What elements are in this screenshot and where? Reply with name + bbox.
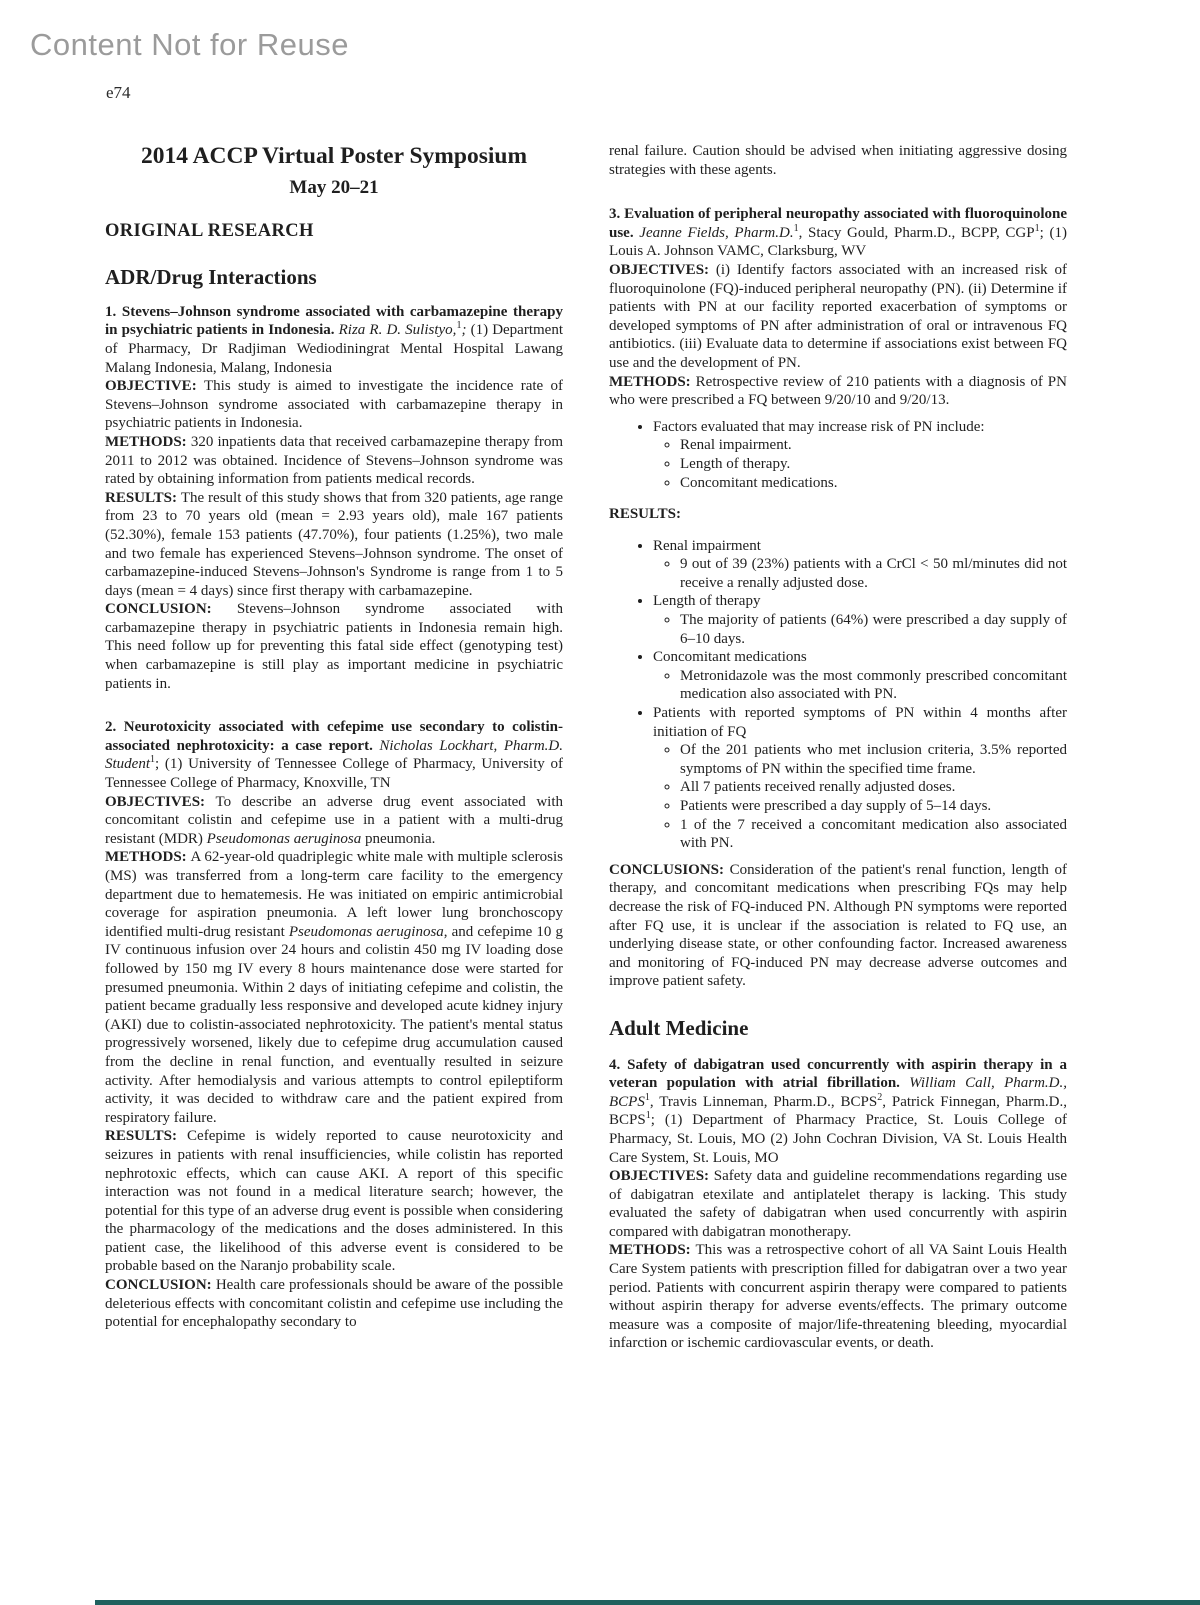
text-segment: OBJECTIVES: (609, 1168, 714, 1185)
text-segment: 2 (877, 1091, 883, 1103)
text-segment: 3. Evaluation of peripheral neuropathy associated with fluoroquinolone use. (609, 206, 1067, 241)
sub-bullet-item: ◦ Metronidazole was the most commonly prescribed concomitant medication also associated with PN. (680, 667, 1067, 704)
sub-bullet-item: ◦ 9 out of 39 (23%) patients with a CrCl < 50 ml/minutes did not receive a renally adjusted dose. (680, 555, 1067, 592)
text-segment: CONCLUSION: (105, 601, 237, 618)
text-segment: OBJECTIVES: (105, 793, 216, 810)
symposium-title: 2014 ACCP Virtual Poster Symposium (140, 143, 528, 169)
sub-bullet-list (653, 741, 1067, 853)
text-segment: Jeanne Fields, Pharm.D. (639, 224, 794, 241)
symposium-dates: May 20–21 (289, 177, 379, 198)
abstract-3-objectives (609, 261, 1067, 373)
text-segment: Cefepime is widely reported to cause neurotoxicity and seizures in patients with renal insufficiencies, while colistin has reported nephrotoxic effects, which can cause AKI. A report of this specific interaction was not found in a medical literature search; however, the potential for this type of an adverse drug event is possible when considering the pharmacology of the medications and the doses administered. In this patient case, the likelihood of this adverse event is considered to be probable based on the Naranjo probability scale. (105, 1128, 564, 1275)
bullet-item: • Concomitant medications ◦ Metronidazole was the most commonly prescribed concomitant medication also associated with PN. (653, 648, 1067, 704)
abstract-2 (105, 718, 563, 1332)
abstract-2-conclusion (105, 1276, 563, 1332)
text-segment: ; (1) Department of Pharmacy Practice, St. Louis College of Pharmacy, St. Louis, MO (2) John Cochran Division, VA St. Louis Health Care System, St. Louis, MO (609, 1112, 1067, 1166)
abstract-1 (105, 303, 563, 693)
abstract-2-methods (105, 848, 563, 1127)
text-segment: renal failure. Caution should be advised when initiating aggressive dosing strategies with these agents. (609, 143, 1067, 178)
text-segment: Safety data and guideline recommendations regarding use of dabigatran etexilate and antiplatelet therapy is lacking. This study evaluated the safety of dabigatran when used concurrently with aspirin compared with dabigatran monotherapy. (609, 1168, 1067, 1240)
text-segment: This was a retrospective cohort of all VA Saint Louis Health Care System patients with prescription filled for dabigatran over a two year period. Patients with concurrent aspirin therapy were compared to patients without aspirin therapy for adverse events/effects. The primary outcome measure was a composite of major/life-threatening bleeding, myocardial infarction or ischemic cardiovascular events, or death. (609, 1242, 1067, 1352)
abstract-1-heading (105, 303, 563, 377)
text-segment: METHODS: (105, 433, 191, 450)
text-segment: (1) Department of Pharmacy, Dr Radjiman Wediodiningrat Mental Hospital Lawang Malang Indonesia, Malang, Indonesia (105, 322, 563, 376)
left-column (105, 142, 563, 1353)
sub-bullet-item: ◦ 1 of the 7 received a concomitant medication also associated with PN. (680, 816, 1067, 853)
abstract-1-objective (105, 377, 563, 433)
sub-bullet-item: ◦ All 7 patients received renally adjusted doses. (680, 778, 1067, 797)
sub-bullet-list (653, 555, 1067, 592)
text-segment: 4. Safety of dabigatran used concurrently with aspirin therapy in a veteran population with atrial fibrillation. (609, 1056, 1067, 1092)
text-segment: 1. Stevens–Johnson syndrome associated with carbamazepine therapy in psychiatric patients in Indonesia. (105, 303, 563, 339)
abstract-3 (609, 205, 1067, 991)
abstract-4-objectives (609, 1167, 1067, 1241)
text-segment: ; (1) University of Tennessee College of Pharmacy, University of Tennessee College of Pharmacy, Knoxville, TN (105, 756, 563, 792)
abstract-1-methods (105, 433, 563, 489)
text-segment: pneumonia. (361, 830, 436, 847)
text-segment: Stevens–Johnson syndrome associated with carbamazepine therapy in psychiatric patients in Indonesia remain high. This need follow up for preventing this fatal side effect (genotyping test) when carbamazepine is still play as important medicine in psychiatric patients in. (105, 601, 563, 692)
watermark-text: Content Not for Reuse (30, 27, 349, 62)
text-segment: 1 (644, 1091, 650, 1103)
sub-bullet-list (653, 667, 1067, 704)
text-segment: Pseudomonas aeruginosa (288, 923, 444, 940)
sub-bullet-list (653, 611, 1067, 648)
content-columns (105, 142, 1068, 1353)
original-research-heading: ORIGINAL RESEARCH (105, 220, 314, 241)
text-segment: ; (1) Louis A. Johnson VAMC, Clarksburg, WV (609, 224, 1067, 260)
abstract-2-objectives (105, 793, 563, 849)
text-segment: OBJECTIVE: (105, 378, 204, 395)
text-segment: (i) Identify factors associated with an increased risk of fluoroquinolone (FQ)-induced peripheral neuropathy (PN). (ii) Determine if patients with PN at our facility reported exacerbation of symptoms or developed symptoms of PN after administration of oral or intravenous FQ antibiotics. (iii) Evaluate data to determine if associations exist between FQ use and the development of PN. (609, 261, 1067, 371)
sub-bullet-item: ◦ The majority of patients (64%) were prescribed a day supply of 6–10 days. (680, 611, 1067, 648)
factors-bullet-list (609, 418, 1067, 492)
sub-bullet-item: ◦ Length of therapy. (680, 455, 1067, 474)
abstract-3-conclusions (609, 861, 1067, 991)
text-segment: , Travis Linneman, Pharm.D., BCPS (649, 1093, 878, 1110)
bullet-item: • Patients with reported symptoms of PN within 4 months after initiation of FQ ◦ Of the 201 patients who met inclusion criteria, 3.5% reported symptoms of PN within the specified time frame. ◦ All 7 patients received renally adjusted doses. ◦ Patients were prescribed a day supply of 5–14 days. ◦ 1 of the 7 received a concomitant medication also associated with PN. (653, 704, 1067, 853)
text-segment: CONCLUSION: (105, 1277, 216, 1294)
right-column (609, 142, 1067, 1353)
abstract-1-results (105, 489, 563, 601)
text-segment: The result of this study shows that from 320 patients, age range from 23 to 70 years old (mean = 2.93 years old), male 167 patients (52.30%), female 153 patients (47.70%), four patients (1.25%), two male and two female has experienced Stevens–Johnson syndrome. The onset of carbamazepine-induced Stevens–Johnson's Syndrome is range from 1 to 5 days (mean = 4 days) since first therapy with carbamazepine. (105, 489, 563, 599)
abstract-2-results (105, 1127, 563, 1276)
abstract-2-heading (105, 718, 563, 792)
section-heading-adult-medicine: Adult Medicine (609, 1015, 749, 1040)
abstract-3-methods (609, 373, 1067, 410)
bullet-item: • Length of therapy ◦ The majority of patients (64%) were prescribed a day supply of 6–10 days. (653, 592, 1067, 648)
sub-bullet-item: ◦ Of the 201 patients who met inclusion criteria, 3.5% reported symptoms of PN within the specified time frame. (680, 741, 1067, 778)
text-segment: William Call, Pharm.D., BCPS (609, 1075, 1067, 1110)
text-segment: , Stacy Gould, Pharm.D., BCPP, CGP (798, 224, 1035, 241)
text-segment: This study is aimed to investigate the incidence rate of Stevens–Johnson syndrome associated with carbamazepine therapy in psychiatric patients in Indonesia. (105, 378, 563, 432)
text-segment: 1 (793, 222, 799, 234)
text-segment: CONCLUSIONS: (609, 861, 730, 878)
text-segment: METHODS: (609, 373, 696, 390)
text-segment: Riza R. D. Sulistyo, (338, 322, 457, 339)
abstract-2-continuation (609, 142, 1067, 179)
text-segment: Consideration of the patient's renal function, length of therapy, and concomitant medications when prescribing FQs may help decrease the risk of FQ-induced PN. Although PN symptoms were reported after FQ use, it is unclear if the association is related to FQ use, an underlying disease state, or other confounding factor. Increased awareness and monitoring of FQ-induced PN may decrease adverse outcomes and improve patient safety. (609, 861, 1067, 990)
abstract-4-methods (609, 1241, 1067, 1353)
text-segment: OBJECTIVES: (609, 261, 716, 278)
text-segment: Nicholas Lockhart, Pharm.D. Student (105, 737, 563, 773)
text-segment: Pseudomonas aeruginosa (206, 830, 362, 847)
results-bullet-list (609, 537, 1067, 853)
sub-bullet-list (653, 436, 1067, 492)
text-segment: RESULTS: (105, 1128, 188, 1145)
page-number: e74 (106, 83, 131, 102)
abstract-1-conclusion (105, 600, 563, 693)
text-segment: Retrospective review of 210 patients with a diagnosis of PN who were prescribed a FQ between 9/20/10 and 9/20/13. (609, 373, 1067, 409)
abstract-3-results-heading: RESULTS: (609, 506, 681, 523)
text-segment: ; (461, 322, 467, 339)
abstract-4-heading (609, 1056, 1067, 1168)
text-segment: 2. Neurotoxicity associated with cefepime use secondary to colistin-associated nephrotoxicity: a case report. (105, 719, 563, 754)
text-segment: 1 (645, 1110, 651, 1122)
sub-bullet-item: ◦ Patients were prescribed a day supply of 5–14 days. (680, 797, 1067, 816)
text-segment: , and cefepime 10 g IV continuous infusion over 24 hours and colistin 450 mg IV loading dose followed by 150 mg IV every 8 hours maintenance dose were started for presumed pneumonia. Within 2 days of initiating cefepime and colistin, the patient became gradually less responsive and developed acute kidney injury (AKI) due to colistin-associated nephrotoxicity. The patient's mental status progressively worsened, likely due to cefepime drug accumulation caused from the decline in renal function, and eventually resulted in seizure activity. After hemodialysis and various attempts to control epileptiform activity, it was decided to withdraw care and the patient expired from respiratory failure. (105, 923, 563, 1126)
text-segment: 1 (1034, 222, 1040, 234)
bullet-item: • Renal impairment ◦ 9 out of 39 (23%) patients with a CrCl < 50 ml/minutes did not receive a renally adjusted dose. (653, 537, 1067, 593)
text-segment: Health care professionals should be aware of the possible deleterious effects with concomitant colistin and cefepime use including the potential for encephalopathy secondary to (105, 1277, 563, 1331)
text-segment: 1 (456, 320, 462, 332)
text-segment: To describe an adverse drug event associated with concomitant colistin and cefepime use in a patient with a multi-drug resistant (MDR) (105, 793, 563, 847)
text-segment: METHODS: (105, 849, 191, 866)
text-segment: 320 inpatients data that received carbamazepine therapy from 2011 to 2012 was obtained. Incidence of Stevens–Johnson syndrome was rated by obtaining information from patients medical records. (105, 433, 563, 488)
sub-bullet-item: ◦ Renal impairment. (680, 436, 1067, 455)
text-segment: RESULTS: (105, 489, 181, 506)
bullet-item: • Factors evaluated that may increase risk of PN include: ◦ Renal impairment. ◦ Length of therapy. ◦ Concomitant medications. (653, 418, 1067, 492)
sub-bullet-item: ◦ Concomitant medications. (680, 474, 1067, 493)
abstract-3-heading (609, 205, 1067, 261)
scan-edge-bar (95, 1600, 1200, 1605)
abstract-4 (609, 1056, 1067, 1354)
section-heading-adr-drug-interactions: ADR/Drug Interactions (105, 265, 317, 290)
text-segment: A 62-year-old quadriplegic white male with multiple sclerosis (MS) was transferred from a long-term care facility to the emergency department due to hematemesis. He was initiated on empiric antimicrobial coverage for aspiration pneumonia. A left lower lung bronchoscopy identified multi-drug resistant (105, 849, 563, 940)
text-segment: , Patrick Finnegan, Pharm.D., BCPS (609, 1093, 1067, 1129)
text-segment: 1 (150, 754, 155, 766)
text-segment: METHODS: (609, 1242, 696, 1259)
